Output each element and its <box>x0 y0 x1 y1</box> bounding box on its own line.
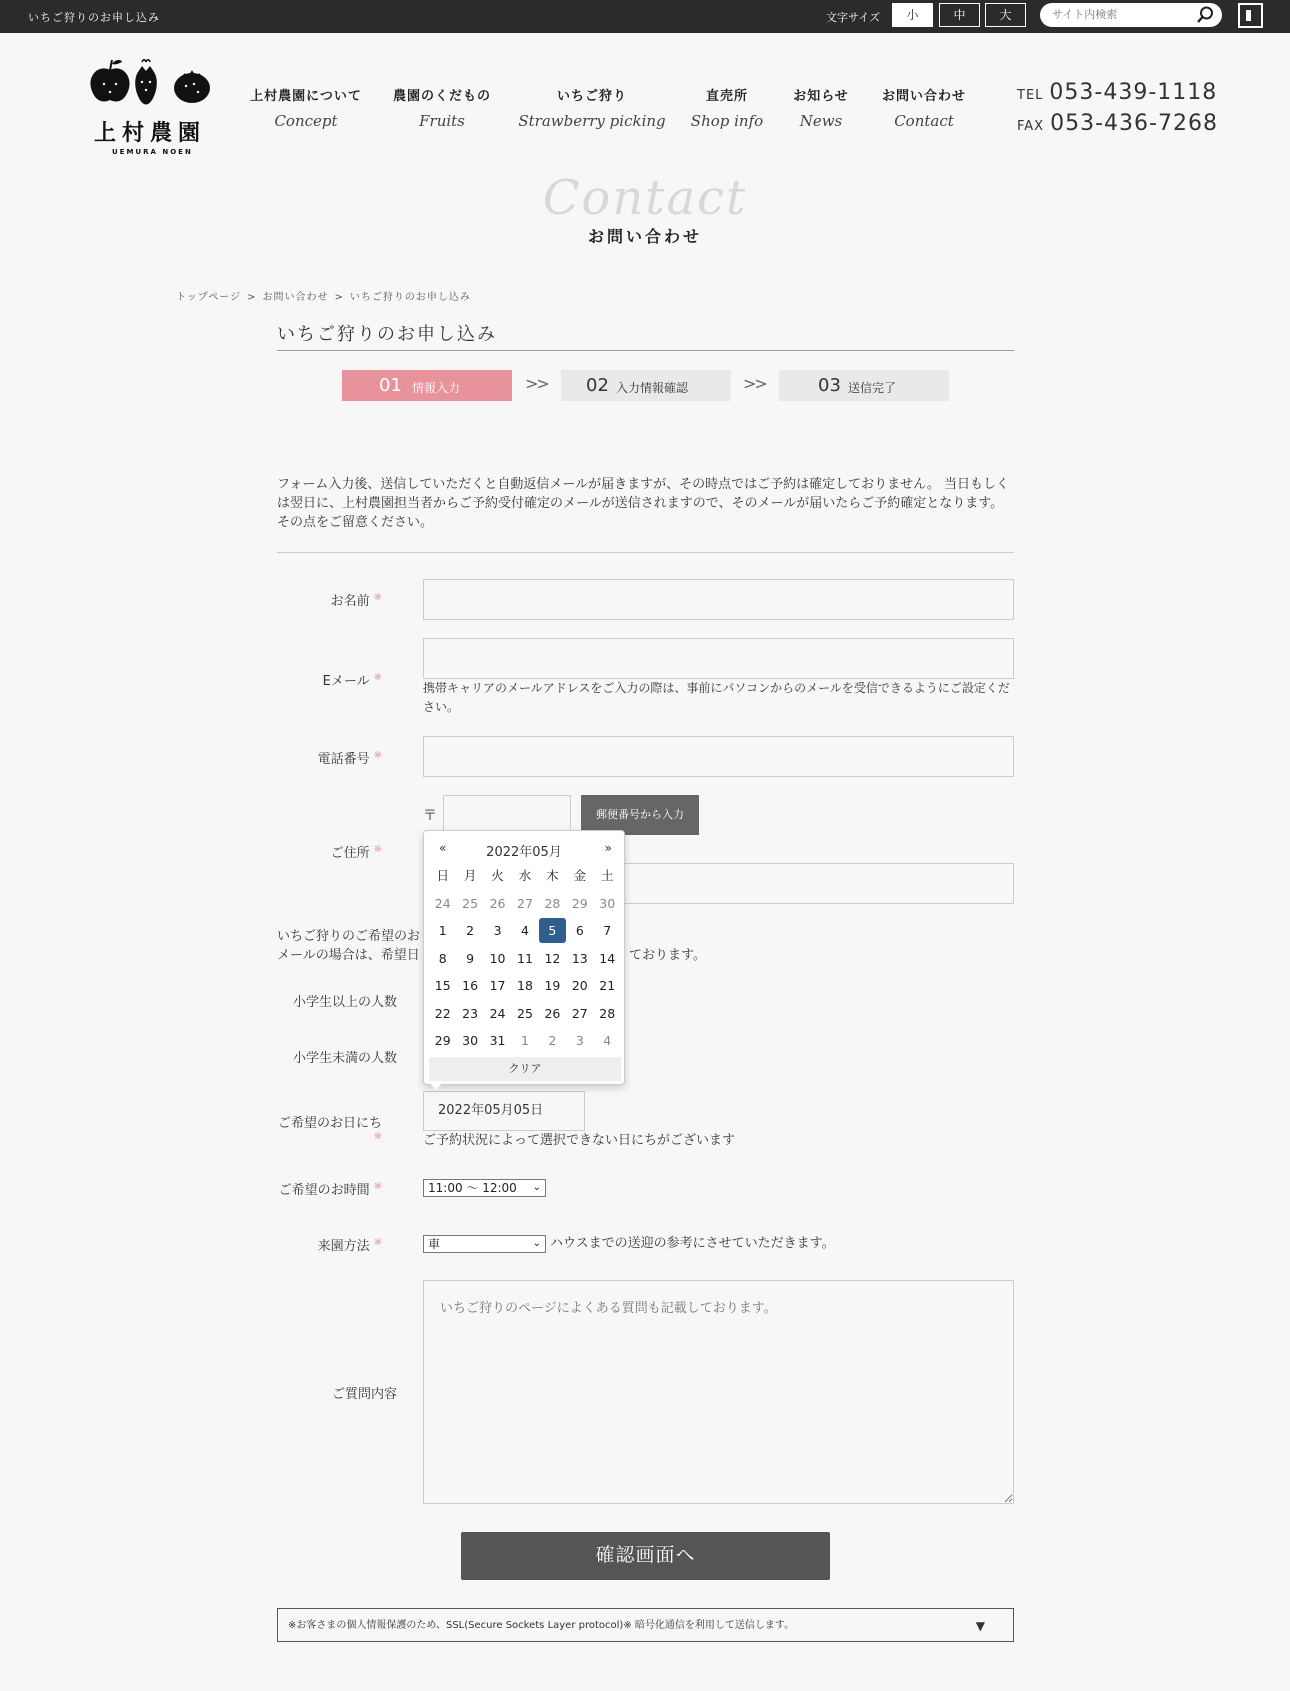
datepicker-week-row <box>429 1001 621 1029</box>
datepicker-day[interactable]: 29 <box>571 895 588 911</box>
site-search-input[interactable] <box>1052 4 1202 26</box>
breadcrumb <box>176 288 471 303</box>
step-input <box>342 370 512 401</box>
question-label: ご質問内容 <box>331 1387 397 1402</box>
visit-method-label: 来園方法 ※ <box>317 1236 382 1254</box>
font-size-small-button[interactable]: 小 <box>892 3 933 27</box>
logo-text: 上村農園 <box>94 120 207 146</box>
phone-number[interactable] <box>1017 80 1217 105</box>
breadcrumb-separator: > <box>334 292 344 303</box>
email-note: 携帯キャリアのメールアドレスをご入力の際は、事前にパソコンからのメールを受信できるようにご設定ください。 <box>423 681 1010 714</box>
datepicker-caret <box>430 1083 442 1090</box>
postal-code-input[interactable] <box>443 795 571 835</box>
datepicker-day[interactable]: 27 <box>517 895 533 911</box>
font-size-medium-button[interactable]: 中 <box>939 3 980 27</box>
step-label: 情報入力 <box>412 381 461 395</box>
date-input[interactable]: 2022年05月05日 <box>423 1091 585 1131</box>
datepicker-day[interactable]: 16 <box>462 978 479 993</box>
nav-strawberry-picking-label: いちご狩り <box>556 89 627 104</box>
datepicker-day[interactable]: 30 <box>462 1033 479 1048</box>
chevron-down-icon: ⌄ <box>532 1238 541 1249</box>
datepicker-week-row <box>429 891 621 919</box>
datepicker-day[interactable]: 14 <box>599 950 616 966</box>
intro-text: フォーム入力後、送信していただくと自動返信メールが届きますが、その時点ではご予約は確定しておりません。 当日もしくは翌日に、上村農園担当者からご予約受付確定のメールが送信されますので、そのメールが届いたらご予約確定となります。その点をご留意ください。 <box>277 477 1010 530</box>
weekday-label: 水 <box>518 868 532 883</box>
top-bar <box>0 0 1290 33</box>
date-label: ご希望のお日にち※ <box>277 1116 382 1142</box>
datepicker-next-button[interactable]: » <box>604 841 612 855</box>
datepicker-day[interactable]: 8 <box>438 950 447 966</box>
datepicker-day[interactable]: 22 <box>434 1005 451 1021</box>
hero-title: お問い合わせ <box>587 227 702 246</box>
name-label: お名前 ※ <box>330 591 382 609</box>
datepicker-day[interactable]: 11 <box>517 950 533 966</box>
datepicker-day[interactable]: 24 <box>489 1005 506 1021</box>
datepicker-day[interactable]: 9 <box>466 950 475 966</box>
chevron-down-icon: ⌄ <box>532 1182 541 1193</box>
weekday-label: 月 <box>463 868 477 883</box>
phone-label: 電話番号 ※ <box>317 749 382 767</box>
datepicker-day[interactable]: 3 <box>575 1033 584 1048</box>
datepicker-day[interactable]: 23 <box>462 1005 479 1021</box>
datepicker-day[interactable]: 2 <box>548 1033 557 1048</box>
nav-concept-sub: Concept <box>274 112 338 130</box>
nav-fruits-sub: Fruits <box>419 112 465 130</box>
datepicker-day[interactable]: 19 <box>544 978 561 993</box>
step-label: 入力情報確認 <box>616 381 689 395</box>
datepicker-prev-button[interactable]: « <box>439 841 447 855</box>
site-search <box>1040 3 1222 27</box>
nav-strawberry-picking-sub: Strawberry picking <box>518 112 666 130</box>
datepicker-day[interactable]: 29 <box>434 1033 451 1048</box>
logo-subtitle: UEMURA NOEN <box>112 148 193 156</box>
datepicker-grid <box>429 863 621 1056</box>
datepicker-month-title[interactable]: 2022年05月 <box>486 845 562 860</box>
datepicker-day[interactable]: 28 <box>599 1005 616 1021</box>
datepicker-day[interactable]: 31 <box>489 1033 506 1048</box>
datepicker-day[interactable]: 15 <box>434 978 451 993</box>
visit-method-note: ハウスまでの送迎の参考にさせていただきます。 <box>550 1236 835 1251</box>
visit-method-value: 車 <box>428 1237 441 1251</box>
weekday-label: 金 <box>573 868 587 883</box>
ssl-notice-text: ※お客さまの個人情報保護のため、SSL(Secure Sockets Layer protocol)※ 暗号化通信を利用して送信します。 <box>288 1620 795 1631</box>
step-number: 02 <box>586 375 609 396</box>
nav-news-label: お知らせ <box>793 89 849 104</box>
date-note: ご予約状況によって選択できない日にちがございます <box>423 1133 736 1148</box>
page-title: いちご狩りのお申し込み <box>277 320 1014 351</box>
datepicker-week-row <box>429 1028 621 1056</box>
nav-concept[interactable] <box>250 85 362 130</box>
nav-concept-label: 上村農園について <box>250 89 362 104</box>
divider <box>277 552 1014 553</box>
time-select[interactable] <box>423 1179 546 1197</box>
datepicker-day[interactable]: 26 <box>489 895 506 911</box>
step-number: 03 <box>818 375 841 396</box>
datepicker-day[interactable]: 30 <box>599 895 616 911</box>
breadcrumb-separator: > <box>247 292 257 303</box>
datepicker-week-row <box>429 946 621 974</box>
datepicker-clear-button[interactable]: クリア <box>429 1057 621 1081</box>
breadcrumb-current: いちご狩りのお申し込み <box>349 292 471 303</box>
breadcrumb-home-link[interactable]: トップページ <box>176 292 242 303</box>
fruit-logo-icon <box>88 56 213 112</box>
datepicker-day[interactable]: 5 <box>539 918 566 943</box>
datepicker-day[interactable]: 3 <box>493 923 502 938</box>
datepicker-day[interactable]: 1 <box>521 1033 529 1048</box>
datepicker-day[interactable]: 10 <box>489 950 506 966</box>
search-icon[interactable] <box>1196 6 1214 28</box>
nav-contact-sub: Contact <box>894 112 954 130</box>
datepicker-day[interactable]: 18 <box>517 978 533 993</box>
question-textarea[interactable] <box>423 1280 1014 1504</box>
step-label: 送信完了 <box>848 381 897 395</box>
datepicker-day[interactable]: 4 <box>603 1033 612 1048</box>
datepicker-day[interactable]: 21 <box>599 978 616 993</box>
datepicker-day[interactable]: 2 <box>466 923 475 938</box>
menu-toggle-button[interactable] <box>1238 3 1263 28</box>
weekday-label: 日 <box>436 868 449 883</box>
weekday-label: 木 <box>546 868 559 883</box>
fax-label: FAX <box>1017 119 1045 134</box>
email-input[interactable] <box>423 638 1014 679</box>
weekday-label: 火 <box>491 868 504 883</box>
fax-value: 053-436-7268 <box>1050 111 1218 136</box>
visit-notice-tail: ております。 <box>629 948 706 963</box>
nav-contact[interactable] <box>874 85 974 130</box>
logo[interactable] <box>88 56 213 162</box>
postal-lookup-button[interactable]: 郵便番号から入力 <box>581 795 699 835</box>
weekday-label: 土 <box>600 868 614 883</box>
nav-shop-info-sub: Shop info <box>690 112 764 130</box>
datepicker-day[interactable]: 12 <box>544 950 561 966</box>
confirm-button[interactable]: 確認画面へ <box>461 1532 830 1580</box>
nav-strawberry-picking[interactable] <box>514 85 670 130</box>
datepicker-day[interactable]: 6 <box>575 923 584 938</box>
datepicker-day[interactable]: 4 <box>521 923 529 938</box>
datepicker-header <box>424 839 624 859</box>
nav-shop-info-label: 直売所 <box>705 89 748 104</box>
nav-shop-info[interactable] <box>684 85 770 130</box>
expand-icon: ▼ <box>975 1619 985 1633</box>
datepicker-day[interactable]: 25 <box>462 895 479 911</box>
nav-fruits[interactable] <box>390 85 494 130</box>
name-input[interactable] <box>423 579 1014 620</box>
datepicker-day[interactable]: 20 <box>571 978 588 993</box>
site-page-name: いちご狩りのお申し込み <box>28 11 160 24</box>
nav-news[interactable] <box>784 85 858 130</box>
nav-fruits-label: 農園のくだもの <box>392 89 491 104</box>
datepicker-day[interactable]: 17 <box>489 978 506 993</box>
step-confirm <box>561 370 731 401</box>
visit-method-select[interactable] <box>423 1235 546 1253</box>
fax-number <box>1017 111 1218 136</box>
step-number: 01 <box>379 375 402 396</box>
visit-notice-line2: メールの場合は、希望日 <box>277 948 420 963</box>
step-arrow: >> <box>525 374 548 393</box>
time-select-value: 11:00 〜 12:00 <box>428 1181 517 1195</box>
datepicker-day[interactable]: 24 <box>434 895 451 911</box>
tel-value: 053-439-1118 <box>1049 80 1218 105</box>
visit-notice-line1: いちご狩りのご希望のお <box>277 929 421 944</box>
breadcrumb-contact-link[interactable]: お問い合わせ <box>262 292 329 303</box>
datepicker-day[interactable]: 28 <box>544 895 561 911</box>
datepicker-day[interactable]: 27 <box>571 1005 588 1021</box>
tel-label: TEL <box>1017 88 1044 103</box>
adults-count-label: 小学生以上の人数 <box>292 995 397 1010</box>
time-label: ご希望のお時間 ※ <box>278 1180 382 1198</box>
nav-news-sub: News <box>799 112 843 130</box>
children-count-label: 小学生未満の人数 <box>292 1051 397 1066</box>
step-complete <box>779 370 949 401</box>
font-size-label: 文字サイズ <box>826 11 881 24</box>
datepicker-day[interactable]: 26 <box>544 1005 561 1021</box>
nav-contact-label: お問い合わせ <box>881 89 966 104</box>
ssl-notice[interactable] <box>277 1608 1014 1642</box>
email-label: Eメール ※ <box>322 671 382 689</box>
datepicker-weekday-row <box>429 863 621 891</box>
hero-english-title: Contact <box>542 170 748 226</box>
step-arrow: >> <box>743 374 766 393</box>
phone-input[interactable] <box>423 736 1014 777</box>
datepicker-week-row <box>429 973 621 1001</box>
datepicker-day[interactable]: 13 <box>571 950 588 966</box>
datepicker-day[interactable]: 25 <box>517 1005 533 1021</box>
postal-mark: 〒 <box>423 808 437 824</box>
menu-icon <box>1246 10 1251 21</box>
datepicker-day[interactable]: 1 <box>438 923 447 938</box>
datepicker <box>423 830 625 1085</box>
datepicker-day[interactable]: 7 <box>603 923 612 938</box>
font-size-large-button[interactable]: 大 <box>985 3 1026 27</box>
address-label: ご住所 ※ <box>330 843 382 861</box>
datepicker-week-row <box>429 918 621 946</box>
